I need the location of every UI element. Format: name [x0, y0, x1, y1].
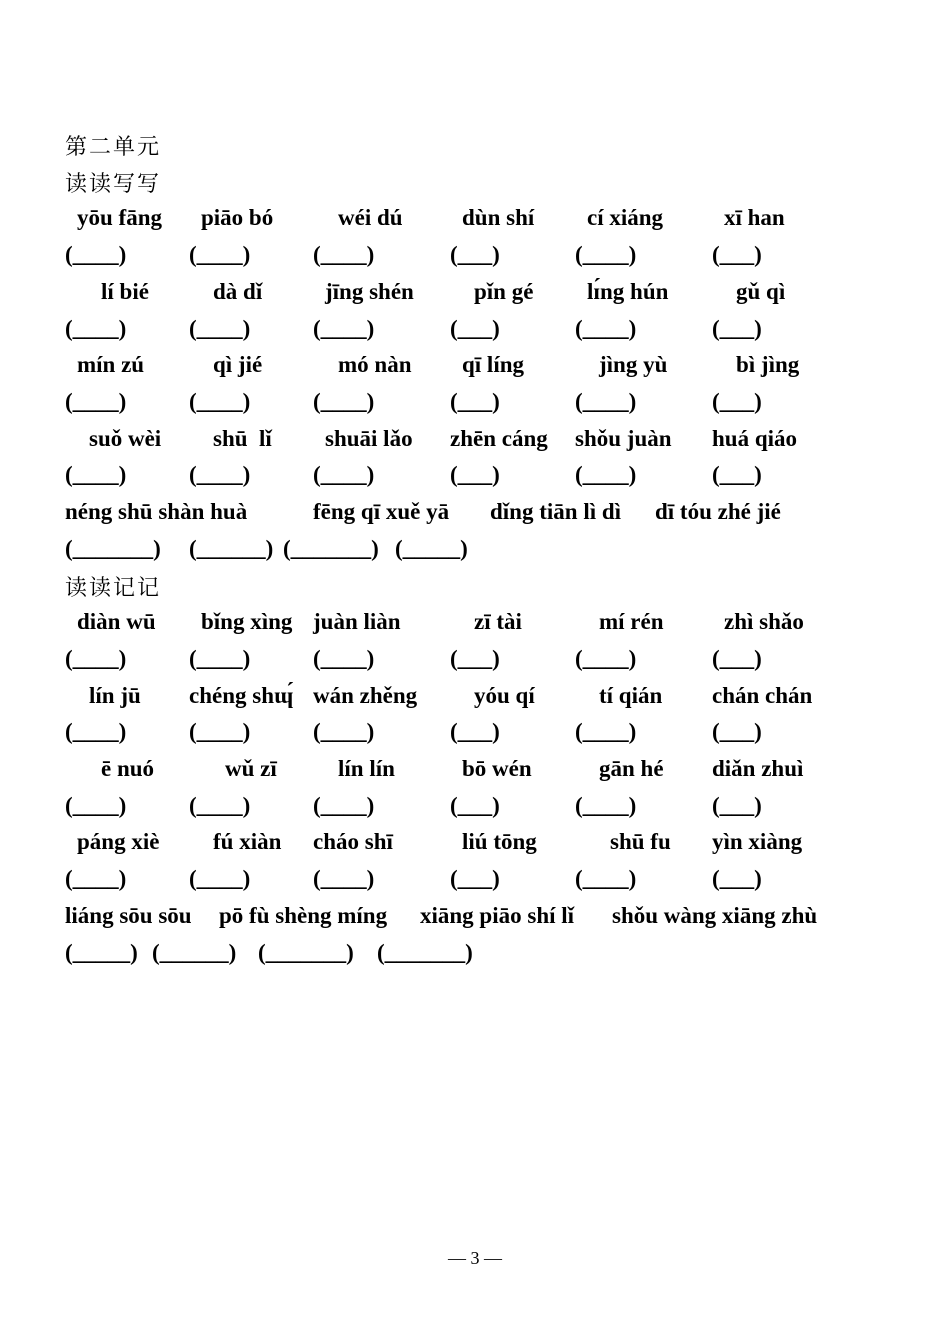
- pinyin-cell: yìn xiàng: [712, 829, 803, 854]
- section-title-read-write: 读读写写: [65, 172, 162, 197]
- answer-blank: (____): [575, 242, 637, 267]
- pinyin-cell: gān hé: [599, 756, 664, 781]
- answer-blank: (___): [712, 793, 762, 818]
- pinyin-cell: cí xiáng: [587, 205, 664, 230]
- pinyin-cell: jìng yù: [599, 352, 668, 377]
- answer-blank: (_______): [258, 940, 354, 965]
- answer-blank: (____): [189, 316, 251, 341]
- answer-blank: (______): [189, 536, 274, 561]
- answer-blank: (____): [313, 462, 375, 487]
- page-number: — 3 —: [448, 1248, 502, 1268]
- pinyin-cell: piāo bó: [201, 205, 274, 230]
- answer-blank: (____): [313, 242, 375, 267]
- pinyin-cell: suǒ wèi: [89, 426, 162, 451]
- pinyin-cell: huá qiáo: [712, 426, 798, 451]
- answer-blank: (____): [65, 719, 127, 744]
- answer-blank: (___): [712, 316, 762, 341]
- pinyin-cell: dà dǐ: [213, 279, 263, 304]
- pinyin-cell: yóu qí: [474, 683, 535, 708]
- pinyin-cell: jīng shén: [325, 279, 414, 304]
- pinyin-cell: juàn liàn: [313, 609, 401, 634]
- answer-blank: (_______): [377, 940, 473, 965]
- pinyin-cell: diàn wū: [77, 609, 156, 634]
- answer-blank: (___): [450, 866, 500, 891]
- pinyin-row: [0, 205, 950, 235]
- pinyin-row: [0, 683, 950, 713]
- pinyin-cell: lɪ́ng hún: [587, 279, 669, 304]
- pinyin-cell: mín zú: [77, 352, 145, 377]
- pinyin-cell: páng xiè: [77, 829, 160, 854]
- answer-blank: (___): [712, 866, 762, 891]
- pinyin-cell: xī han: [724, 205, 785, 230]
- answer-blank: (____): [65, 389, 127, 414]
- answer-blank: (____): [189, 389, 251, 414]
- answer-blank: (____): [65, 242, 127, 267]
- pinyin-cell: chéng shɰ́: [189, 683, 294, 708]
- answer-blank: (___): [450, 462, 500, 487]
- answer-blank: (____): [575, 389, 637, 414]
- pinyin-cell: chán chán: [712, 683, 813, 708]
- blank-row: [0, 462, 950, 492]
- pinyin-cell: bì jìng: [736, 352, 800, 377]
- answer-blank: (____): [65, 866, 127, 891]
- answer-blank: (___): [450, 316, 500, 341]
- answer-blank: (____): [575, 646, 637, 671]
- pinyin-cell: mí rén: [599, 609, 664, 634]
- pinyin-cell: zhēn cáng: [450, 426, 548, 451]
- answer-blank: (____): [313, 389, 375, 414]
- pinyin-row: [0, 426, 950, 456]
- pinyin-cell: diǎn zhuì: [712, 756, 804, 781]
- pinyin-cell: shǒu juàn: [575, 426, 672, 451]
- blank-row: [0, 242, 950, 272]
- answer-blank: (____): [189, 242, 251, 267]
- idiom-pinyin: pō fù shèng míng: [219, 903, 388, 928]
- pinyin-cell: dùn shí: [462, 205, 535, 230]
- blank-row: [0, 316, 950, 346]
- section-title-read-remember: 读读记记: [65, 576, 162, 601]
- answer-blank: (_______): [283, 536, 379, 561]
- answer-blank: (____): [575, 462, 637, 487]
- answer-blank: (___): [450, 793, 500, 818]
- answer-blank: (___): [712, 462, 762, 487]
- pinyin-cell: bō wén: [462, 756, 532, 781]
- blank-row: [0, 646, 950, 676]
- idiom-pinyin: shǒu wàng xiāng zhù: [612, 903, 818, 928]
- answer-blank: (___): [450, 719, 500, 744]
- unit-title: 第二单元: [65, 135, 162, 160]
- pinyin-cell: zī tài: [474, 609, 522, 634]
- answer-blank: (____): [189, 719, 251, 744]
- pinyin-cell: shū lǐ: [213, 426, 272, 451]
- answer-blank: (____): [575, 719, 637, 744]
- pinyin-cell: lín jū: [89, 683, 141, 708]
- answer-blank: (______): [152, 940, 237, 965]
- answer-blank: (___): [450, 242, 500, 267]
- answer-blank: (___): [450, 646, 500, 671]
- answer-blank: (_____): [395, 536, 468, 561]
- pinyin-row: [0, 829, 950, 859]
- answer-blank: (____): [575, 866, 637, 891]
- answer-blank: (____): [313, 316, 375, 341]
- idiom-pinyin: dǐng tiān lì dì: [490, 499, 622, 524]
- pinyin-cell: pǐn gé: [474, 279, 534, 304]
- pinyin-cell: gǔ qì: [736, 279, 786, 304]
- answer-blank: (____): [575, 793, 637, 818]
- answer-blank: (___): [712, 242, 762, 267]
- answer-blank: (____): [65, 462, 127, 487]
- pinyin-cell: wéi dú: [338, 205, 403, 230]
- idiom-pinyin: fēng qī xuě yā: [313, 499, 450, 524]
- answer-blank: (____): [189, 646, 251, 671]
- pinyin-cell: qī líng: [462, 352, 525, 377]
- answer-blank: (___): [712, 389, 762, 414]
- pinyin-row: [0, 756, 950, 786]
- answer-blank: (____): [313, 646, 375, 671]
- answer-blank: (____): [189, 793, 251, 818]
- pinyin-cell: lín lín: [338, 756, 395, 781]
- blank-row: [0, 793, 950, 823]
- idiom-pinyin: dī tóu zhé jié: [655, 499, 781, 524]
- idiom-pinyin: liáng sōu sōu: [65, 903, 192, 928]
- answer-blank: (_____): [65, 940, 138, 965]
- answer-blank: (____): [313, 866, 375, 891]
- blank-row: [0, 389, 950, 419]
- pinyin-cell: yōu fāng: [77, 205, 162, 230]
- idiom-pinyin: néng shū shàn huà: [65, 499, 248, 524]
- pinyin-row: [0, 352, 950, 382]
- pinyin-cell: wán zhěng: [313, 683, 418, 708]
- answer-blank: (____): [313, 793, 375, 818]
- pinyin-cell: mó nàn: [338, 352, 412, 377]
- blank-row: [0, 866, 950, 896]
- idiom-row: [0, 903, 950, 933]
- answer-blank: (____): [189, 866, 251, 891]
- answer-blank: (___): [712, 646, 762, 671]
- blank-row: [0, 719, 950, 749]
- pinyin-row: [0, 279, 950, 309]
- answer-blank: (____): [575, 316, 637, 341]
- pinyin-cell: fú xiàn: [213, 829, 282, 854]
- idiom-row: [0, 499, 950, 529]
- pinyin-cell: liú tōng: [462, 829, 537, 854]
- answer-blank: (___): [712, 719, 762, 744]
- answer-blank: (____): [313, 719, 375, 744]
- answer-blank: (____): [189, 462, 251, 487]
- answer-blank: (____): [65, 793, 127, 818]
- answer-blank: (____): [65, 646, 127, 671]
- answer-blank: (_______): [65, 536, 161, 561]
- pinyin-cell: zhì shǎo: [724, 609, 804, 634]
- pinyin-cell: tí qián: [599, 683, 663, 708]
- pinyin-cell: wǔ zī: [225, 756, 277, 781]
- pinyin-cell: cháo shī: [313, 829, 393, 854]
- pinyin-row: [0, 609, 950, 639]
- idiom-blank-row: [0, 536, 950, 566]
- pinyin-cell: lí bié: [101, 279, 149, 304]
- pinyin-cell: bǐng xìng: [201, 609, 293, 634]
- pinyin-cell: shū fu: [610, 829, 671, 854]
- pinyin-cell: ē nuó: [101, 756, 155, 781]
- pinyin-cell: shuāi lǎo: [325, 426, 413, 451]
- idiom-pinyin: xiāng piāo shí lǐ: [420, 903, 575, 928]
- idiom-blank-row: [0, 940, 950, 970]
- answer-blank: (___): [450, 389, 500, 414]
- pinyin-cell: qì jié: [213, 352, 263, 377]
- answer-blank: (____): [65, 316, 127, 341]
